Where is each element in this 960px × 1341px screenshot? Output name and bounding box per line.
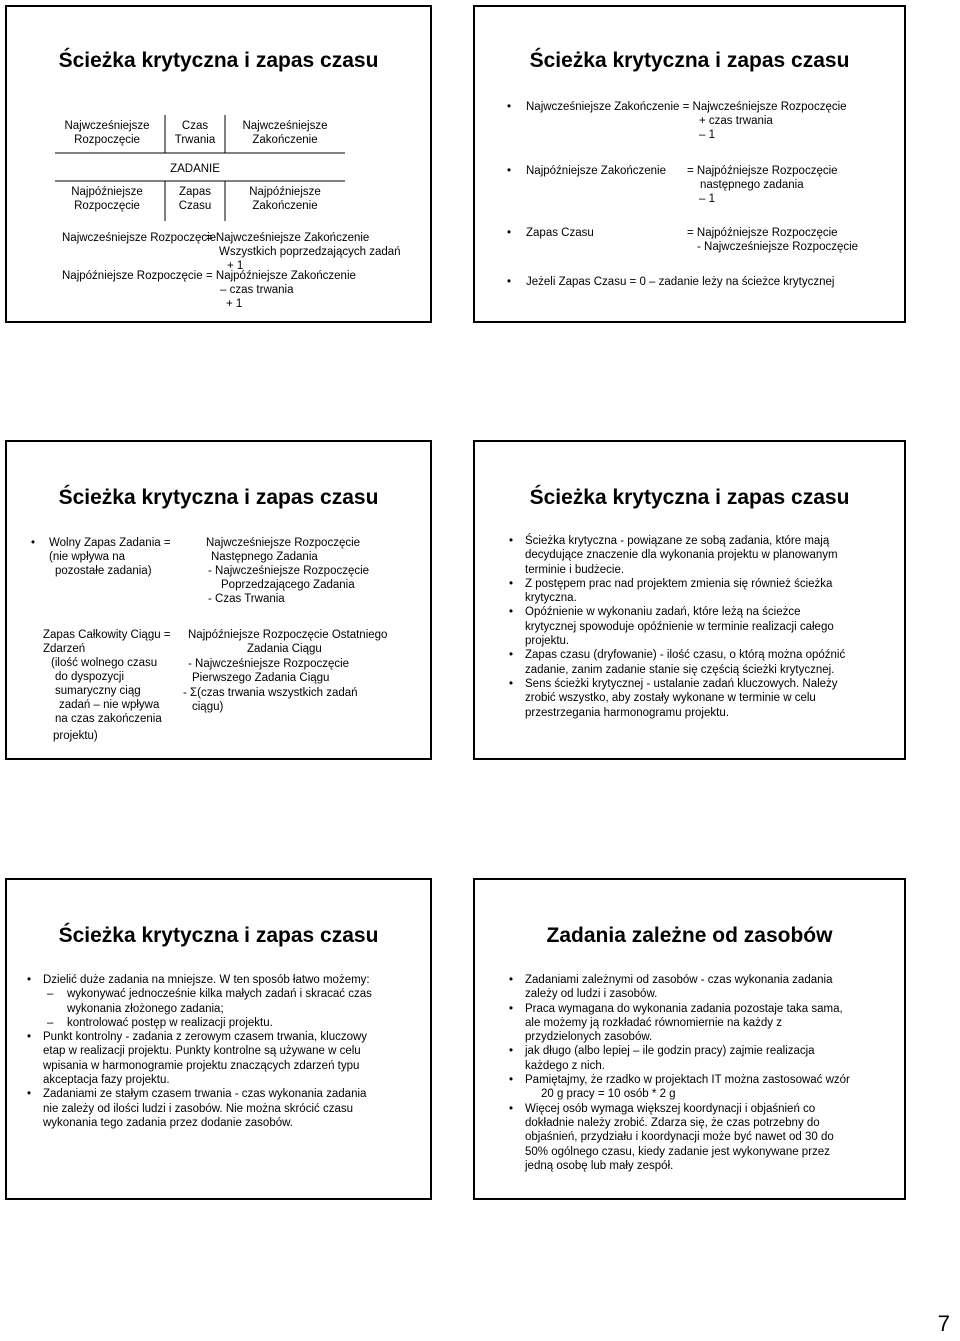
total-slack-label-8: projektu) <box>53 730 98 742</box>
formula-ef: Najwcześniejsze Zakończenie = Najwcześniejsze Rozpoczęcie <box>526 101 847 113</box>
list-item: • Ścieżka krytyczna - powiązane ze sobą zadania, które mają decydujące znaczenie dla wykonania projektu w planowanym terminie i budżecie. <box>509 534 899 577</box>
slide-title: Ścieżka krytyczna i zapas czasu <box>58 924 379 947</box>
formula-ls-left: Najpóźniejsze Rozpoczęcie <box>62 270 203 282</box>
lf-line: Najpóźniejsze <box>249 186 321 198</box>
slide-4 <box>473 440 906 760</box>
list-item: • Opóźnienie w wykonaniu zadań, które leżą na ścieżce krytycznej spowoduje opóźnienie w terminie realizacji całego projektu. <box>509 605 899 648</box>
slide-6 <box>473 878 906 1200</box>
total-slack-formula-2: Zadania Ciągu <box>247 643 322 655</box>
free-slack-label-3: pozostałe zadania) <box>55 565 152 577</box>
formula-lf-left: Najpóźniejsze Zakończenie <box>526 165 666 177</box>
slide-1 <box>5 5 432 323</box>
ef-line: Zakończenie <box>252 134 318 146</box>
total-slack-formula-1: Najpóźniejsze Rozpoczęcie Ostatniego <box>188 629 388 641</box>
lf-label <box>225 185 345 213</box>
slide-title: Ścieżka krytyczna i zapas czasu <box>58 486 379 509</box>
resource-tasks-list <box>509 973 899 1173</box>
lf-line: Zakończenie <box>252 200 318 212</box>
slide-title: Zadania zależne od zasobów <box>546 924 833 947</box>
free-slack-formula-2: Następnego Zadania <box>211 551 318 563</box>
slide-title: Ścieżka krytyczna i zapas czasu <box>529 49 850 72</box>
list-item: • Sens ścieżki krytycznej - ustalanie zadań kluczowych. Należy zrobić wszystko, aby zostały wykonane w terminie w celu przestrzegania harmonogramu projektu. <box>509 677 899 720</box>
ls-label <box>52 185 162 213</box>
bullet-dot: • <box>507 276 512 288</box>
formula-lf-right-1: = Najpóźniejsze Rozpoczęcie <box>687 165 838 177</box>
total-slack-label-6: zadań – nie wpływa <box>59 699 160 711</box>
critical-condition: Jeżeli Zapas Czasu = 0 – zadanie leży na ścieżce krytycznej <box>526 276 835 288</box>
formula-es-left: Najwcześniejsze Rozpoczęcie <box>62 232 217 244</box>
critical-path-list <box>509 534 899 720</box>
list-item: • Z postępem prac nad projektem zmienia się również ścieżka krytyczna. <box>509 577 899 606</box>
ls-line: Rozpoczęcie <box>74 200 140 212</box>
slack-line: Zapas <box>179 186 211 198</box>
bullet-dot: • <box>507 227 512 239</box>
total-slack-formula-4: Pierwszego Zadania Ciągu <box>192 672 330 684</box>
formula-ls-right-3: + 1 <box>226 298 243 310</box>
duration-line: Trwania <box>174 134 216 146</box>
milestones-list <box>27 973 427 1130</box>
list-item: • Pamiętajmy, że rzadko w projektach IT można zastosować wzór 20 g pracy = 10 osób * 2 g <box>509 1073 899 1102</box>
formula-ls-right-2: – czas trwania <box>220 284 294 296</box>
slack-label <box>165 185 225 213</box>
list-item: • Zapas czasu (dryfowanie) - ilość czasu, o którą można opóźnić zadanie, zanim zadanie stanie się częścią ścieżki krytycznej. <box>509 648 899 677</box>
formula-es-right-3: + 1 <box>227 260 244 272</box>
formula-slack-right-2: - Najwcześniejsze Rozpoczęcie <box>697 241 859 253</box>
ef-line: Najwcześniejsze <box>242 120 328 132</box>
formula-es-right-1: = Najwcześniejsze Zakończenie <box>206 232 370 244</box>
slide-3 <box>5 440 432 760</box>
slide-5 <box>5 878 432 1200</box>
formula-lf-right-3: – 1 <box>699 193 715 205</box>
list-item: • Zadaniami ze stałym czasem trwania - czas wykonania zadania nie zależy od ilości ludzi i zasobów. Nie można skrócić czasu wykonania tego zadania przez dodanie zasobów. <box>27 1087 427 1130</box>
total-slack-label-2: Zdarzeń <box>43 643 86 655</box>
formula-ef-3: – 1 <box>699 129 715 141</box>
task-label: ZADANIE <box>170 163 220 175</box>
free-slack-formula-4: Poprzedzającego Zadania <box>221 579 355 591</box>
slide-title: Ścieżka krytyczna i zapas czasu <box>529 486 850 509</box>
total-slack-label-7: na czas zakończenia <box>55 713 162 725</box>
total-slack-formula-3: - Najwcześniejsze Rozpoczęcie <box>188 658 350 670</box>
duration-line: Czas <box>181 120 209 132</box>
total-slack-formula-5: - Σ(czas trwania wszystkich zadań <box>183 687 358 699</box>
list-item: • jak długo (albo lepiej – ile godzin pracy) zajmie realizacja każdego z nich. <box>509 1044 899 1073</box>
slack-line: Czasu <box>178 200 212 212</box>
bullet-dot: • <box>507 165 512 177</box>
list-item: • Punkt kontrolny - zadania z zerowym czasem trwania, kluczowy etap w realizacji projektu. Punkty kontrolne są używane w celu wpisania w harmonogramie projektu znaczących zdarzeń typu akceptacja fazy projektu. <box>27 1030 427 1087</box>
es-label <box>52 119 162 147</box>
formula-slack-left: Zapas Czasu <box>526 227 594 239</box>
list-item: • Dzielić duże zadania na mniejsze. W ten sposób łatwo możemy: <box>27 973 427 987</box>
sub-list-item: – kontrolować postęp w realizacji projektu. <box>27 1016 427 1030</box>
formula-lf-right-2: następnego zadania <box>700 179 804 191</box>
free-slack-label-2: (nie wpływa na <box>49 551 126 563</box>
free-slack-formula-1: Najwcześniejsze Rozpoczęcie <box>206 537 361 549</box>
formula-ls-right-1: = Najpóźniejsze Zakończenie <box>206 270 356 282</box>
slide-title: Ścieżka krytyczna i zapas czasu <box>58 49 379 72</box>
duration-label <box>165 119 225 147</box>
free-slack-label-1: Wolny Zapas Zadania = <box>49 537 171 549</box>
free-slack-formula-3: - Najwcześniejsze Rozpoczęcie <box>208 565 370 577</box>
es-line: Rozpoczęcie <box>74 134 140 146</box>
formula-es-right-2: Wszystkich poprzedzających zadań <box>219 246 401 258</box>
list-item: • Więcej osób wymaga większej koordynacji i objaśnień co dokładnie należy zrobić. Zdarza się, że czas potrzebny do objaśnień, przydziału i koordynacji może być nawet od 30 do 50% ogólnego czasu, kiedy zadanie jest wykonywane przez jedną osobę lub mały zespół. <box>509 1102 899 1173</box>
total-slack-label-4: do dyspozycji <box>55 671 125 683</box>
ef-label <box>225 119 345 147</box>
bullet-dot: • <box>507 101 512 113</box>
total-slack-label-1: Zapas Całkowity Ciągu = <box>43 629 171 641</box>
slide-2 <box>473 5 906 323</box>
formula-slack-right-1: = Najpóźniejsze Rozpoczęcie <box>687 227 838 239</box>
formula-ef-2: + czas trwania <box>699 115 773 127</box>
es-line: Najwcześniejsze <box>64 120 150 132</box>
sub-list-item: – wykonywać jednocześnie kilka małych zadań i skracać czas wykonania złożonego zadania; <box>27 987 427 1016</box>
page-number: 7 <box>937 1311 950 1336</box>
ls-line: Najpóźniejsze <box>71 186 143 198</box>
total-slack-formula-6: ciągu) <box>192 701 224 713</box>
total-slack-label-3: (ilość wolnego czasu <box>51 657 158 669</box>
list-item: • Zadaniami zależnymi od zasobów - czas wykonania zadania zależy od ludzi i zasobów. <box>509 973 899 1002</box>
free-slack-formula-5: - Czas Trwania <box>208 593 285 605</box>
bullet-dot: • <box>31 537 36 549</box>
total-slack-label-5: sumaryczny ciąg <box>55 685 141 697</box>
list-item: • Praca wymagana do wykonania zadania pozostaje taka sama, ale możemy ją rozkładać równomiernie na każdy z przydzielonych zasobów. <box>509 1002 899 1045</box>
